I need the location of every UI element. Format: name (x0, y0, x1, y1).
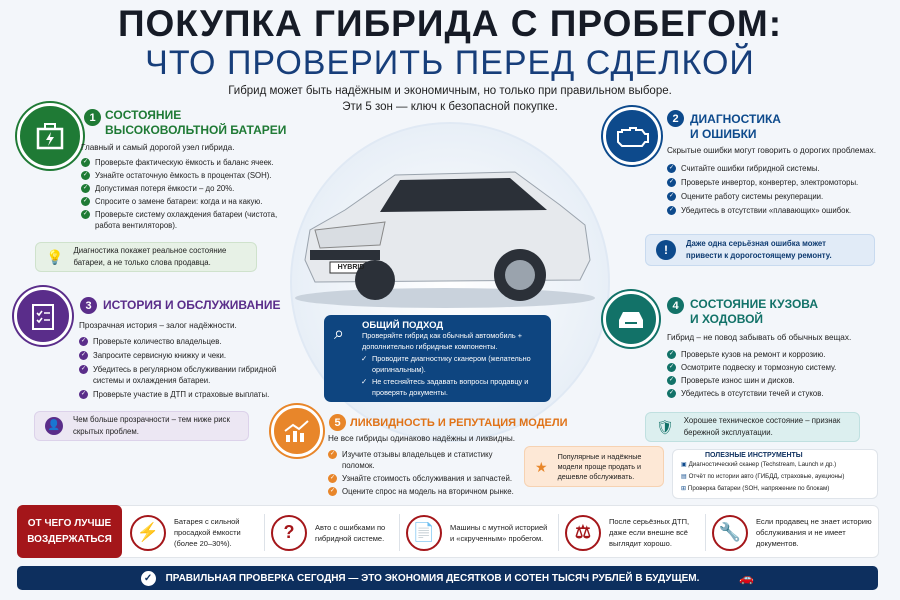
tool-item (681, 483, 869, 495)
tool-item (681, 459, 869, 471)
tool-item (681, 471, 869, 483)
avoid-title: ОТ ЧЕГО ЛУЧШЕ ВОЗДЕРЖАТЬСЯ (17, 505, 122, 558)
title-part: ВЫСОКОВОЛЬТНОЙ БАТАРЕИ (105, 123, 287, 137)
section-5-number: 5 (329, 414, 346, 431)
avoid-item (406, 511, 552, 554)
shield-check-icon: 🛡 (656, 419, 674, 435)
list-item (79, 350, 284, 361)
tip-text: Даже одна серьёзная ошибка может привести к дорогостоящему ремонту. (686, 239, 832, 260)
avoid-text: Машины с мутной историей и «скрученным» пробегом. (450, 522, 548, 543)
check-icon: ✓ (668, 377, 675, 383)
wrench-icon: 🔧 (712, 515, 748, 551)
scanner-icon: ▣ (681, 461, 689, 468)
list-item-text: Проверьте кузов на ремонт и коррозию. (681, 350, 826, 359)
lightbulb-icon: 💡 (46, 249, 64, 265)
title-part: СОСТОЯНИЕ (105, 108, 182, 122)
question-icon: ? (271, 515, 307, 551)
subtitle (130, 83, 770, 115)
title-line2: ЧТО ПРОВЕРИТЬ ПЕРЕД СДЕЛКОЙ (145, 44, 755, 82)
check-icon: ✓ (82, 172, 89, 178)
check-icon: ✓ (668, 207, 675, 213)
magnifier-icon: ⌕ (334, 323, 345, 343)
check-icon: ✓ (80, 366, 87, 372)
check-icon: ✓ (80, 338, 87, 344)
tool-text: Отчёт по истории авто (ГИБДД, страховые, аукционы) (688, 473, 845, 480)
list-item (667, 177, 889, 188)
list-item (667, 362, 882, 373)
list-item (328, 473, 520, 484)
hybrid-plate: HYBRID (337, 264, 365, 271)
check-icon: ✓ (329, 475, 336, 481)
engine-icon (603, 107, 661, 165)
battery-icon (17, 103, 83, 169)
battery-warning-icon: ⚡ (130, 515, 166, 551)
list-item-text: Проверьте фактическую ёмкость и баланс ячеек. (95, 158, 274, 167)
list-item-text: Проверьте количество владельцев. (93, 337, 222, 346)
title-part: И ХОДОВОЙ (690, 312, 764, 326)
list-item-text: Убедитесь в отсутствии течей и стуков. (681, 389, 824, 398)
avoid-text: Если продавец не знает историю обслуживания и не имеет документов. (756, 517, 872, 548)
avoid-text: Авто с ошибками по гибридной системе. (315, 522, 386, 543)
car-icon (603, 291, 659, 347)
section-1-desc: Главный и самый дорогой узел гибрида. (81, 143, 235, 152)
general-lead: Проверяйте гибрид как обычный автомобиль + дополнительно гибридные компоненты. (362, 331, 522, 351)
check-icon: ✓ (329, 451, 336, 457)
list-item (79, 364, 284, 386)
footer-banner (17, 566, 878, 590)
check-circle-icon: ✓ (141, 571, 156, 586)
check-icon: ✓ (80, 352, 87, 358)
section-3-title: ИСТОРИЯ И ОБСЛУЖИВАНИЕ (103, 298, 281, 312)
divider (399, 514, 400, 551)
exclamation-icon: ! (656, 240, 676, 260)
section-5-desc: Не все гибриды одинаково надёжны и ликвидны. (328, 434, 516, 443)
tools-title: ПОЛЕЗНЫЕ ИНСТРУМЕНТЫ (705, 452, 803, 459)
check-icon: ✓ (329, 488, 336, 494)
section-4-desc: Гибрид – не повод забывать об обычных вещах. (667, 333, 852, 342)
title-line1: ПОКУПКА ГИБРИДА С ПРОБЕГОМ: (117, 3, 783, 44)
battery-check-icon: ⊞ (681, 485, 688, 492)
general-item-text: Не стесняйтесь задавать вопросы продавцу и проверять документы. (372, 377, 529, 397)
list-item (328, 486, 520, 497)
list-item-text: Изучите отзывы владельцев и статистику поломок. (342, 450, 493, 470)
subtitle-line2: Эти 5 зон — ключ к безопасной покупке. (342, 101, 558, 113)
section-4-list (667, 349, 882, 401)
avoid-item (712, 511, 874, 554)
tools-box (672, 449, 878, 499)
car-image (285, 150, 605, 310)
list-item (667, 163, 889, 174)
general-item (362, 354, 543, 375)
list-item-text: Оцените работу системы рекуперации. (681, 192, 824, 201)
list-item-text: Допустимая потеря ёмкости – до 20%. (95, 184, 235, 193)
check-icon: ✓ (82, 198, 89, 204)
list-item (79, 389, 284, 400)
check-icon: ✓ (668, 193, 675, 199)
divider (705, 514, 706, 551)
tip-text: Хорошее техническое состояние – признак бережной эксплуатации. (683, 416, 841, 437)
footer-text: ПРАВИЛЬНАЯ ПРОВЕРКА СЕГОДНЯ — ЭТО ЭКОНОМИЯ ДЕСЯТКОВ И СОТЕН ТЫСЯЧ РУБЛЕЙ В БУДУЩЕМ. (165, 572, 700, 584)
title-part: И ОШИБКИ (690, 127, 757, 141)
person-icon: 👤 (45, 417, 63, 435)
list-item-text: Считайте ошибки гибридной системы. (681, 164, 820, 173)
list-item (81, 170, 281, 181)
general-item-text: Проводите диагностику сканером (желательно оригинальным). (372, 354, 531, 374)
section-4-number: 4 (667, 297, 684, 314)
gavel-icon: ⚖ (565, 515, 601, 551)
list-item (81, 183, 281, 194)
section-1-tip (35, 242, 257, 272)
general-item (362, 377, 543, 398)
section-5-title: ЛИКВИДНОСТЬ И РЕПУТАЦИЯ МОДЕЛИ (350, 417, 568, 429)
tip-text: Диагностика покажет реальное состояние батареи, а не только слова продавца. (73, 246, 227, 267)
section-2-list (667, 163, 889, 219)
divider (264, 514, 265, 551)
general-approach-box (324, 315, 551, 402)
check-icon: ✓ (80, 391, 87, 397)
list-item (81, 196, 281, 207)
list-item-text: Узнайте стоимость обслуживания и запчастей. (342, 474, 512, 483)
growth-chart-icon (271, 405, 323, 457)
list-item (81, 157, 281, 168)
check-icon: ✓ (668, 179, 675, 185)
list-item-text: Запросите сервисную книжку и чеки. (93, 351, 227, 360)
avoid-item (130, 511, 258, 554)
section-3-number: 3 (80, 297, 97, 314)
section-4-title (690, 297, 818, 327)
check-icon: ✓ (668, 165, 675, 171)
section-1-number: 1 (84, 109, 101, 126)
list-item-text: Узнайте остаточную ёмкость в процентах (SOH). (95, 171, 272, 180)
avoid-text: Батарея с сильной просадкой ёмкости (более 20–30%). (174, 517, 241, 548)
list-item-text: Проверьте износ шин и дисков. (681, 376, 795, 385)
list-item-text: Оцените спрос на модель на вторичном рынке. (342, 487, 514, 496)
list-item (328, 449, 520, 471)
section-2-title (690, 112, 781, 142)
avoid-item (271, 511, 393, 554)
check-icon: ✓ (668, 390, 675, 396)
subtitle-line1: Гибрид может быть надёжным и экономичным, но только при правильном выборе. (228, 85, 672, 97)
list-item-text: Осмотрите подвеску и тормозную систему. (681, 363, 837, 372)
tip-text: Чем больше прозрачности – тем ниже риск скрытых проблем. (73, 415, 230, 436)
section-3-tip (34, 411, 249, 441)
title-part: ДИАГНОСТИКА (690, 112, 781, 126)
list-item (79, 336, 284, 347)
check-icon: ✓ (82, 159, 89, 165)
avoid-text: После серьёзных ДТП, даже если внешне всё выглядит хорошо. (609, 517, 690, 548)
car-outline-icon: 🚗 (739, 571, 755, 585)
list-item (667, 349, 882, 360)
divider (558, 514, 559, 551)
section-1-list (81, 157, 281, 233)
tool-text: Проверка батареи (SOH, напряжение по блокам) (687, 485, 830, 492)
list-item (667, 375, 882, 386)
section-3-list (79, 336, 284, 403)
avoid-item (565, 511, 699, 554)
list-item (667, 205, 889, 216)
check-icon: ✓ (82, 185, 89, 191)
check-icon: ✓ (668, 351, 675, 357)
section-3-desc: Прозрачная история – залог надёжности. (79, 321, 237, 330)
list-item (81, 209, 281, 231)
check-icon: ✓ (361, 354, 368, 363)
section-4-tip (645, 412, 860, 442)
list-item-text: Проверьте участие в ДТП и страховые выплаты. (93, 390, 270, 399)
list-item (667, 191, 889, 202)
section-2-desc: Скрытые ошибки могут говорить о дорогих проблемах. (667, 146, 877, 155)
clipboard-icon (14, 287, 72, 345)
check-icon: ✓ (82, 211, 89, 217)
section-2-tip (645, 234, 875, 266)
star-icon: ★ (535, 458, 548, 475)
list-item-text: Убедитесь в отсутствии «плавающих» ошибок. (681, 206, 852, 215)
list-item-text: Спросите о замене батареи: когда и на какую. (95, 197, 263, 206)
check-icon: ✓ (361, 377, 368, 386)
avoid-panel (17, 505, 879, 558)
section-5-tip (524, 446, 664, 487)
list-item-text: Проверьте инвертор, конвертер, электромоторы. (681, 178, 859, 187)
general-title: ОБЩИЙ ПОДХОД (362, 320, 444, 331)
list-item-text: Проверьте систему охлаждения батареи (чистота, работа вентиляторов). (95, 210, 278, 230)
section-5-list (328, 449, 520, 499)
check-icon: ✓ (668, 364, 675, 370)
title-part: СОСТОЯНИЕ КУЗОВА (690, 297, 819, 311)
list-item-text: Убедитесь в регулярном обслуживании гибридной системы и охлаждения батареи. (93, 365, 277, 385)
section-2-number: 2 (667, 110, 684, 127)
list-item (667, 388, 882, 399)
tip-text: Популярные и надёжные модели проще продать и дешевле обслуживать. (557, 451, 642, 481)
tool-text: Диагностический сканер (Techstream, Launch и др.) (688, 461, 837, 468)
document-question-icon: 📄 (406, 515, 442, 551)
report-icon: ▤ (681, 473, 689, 480)
